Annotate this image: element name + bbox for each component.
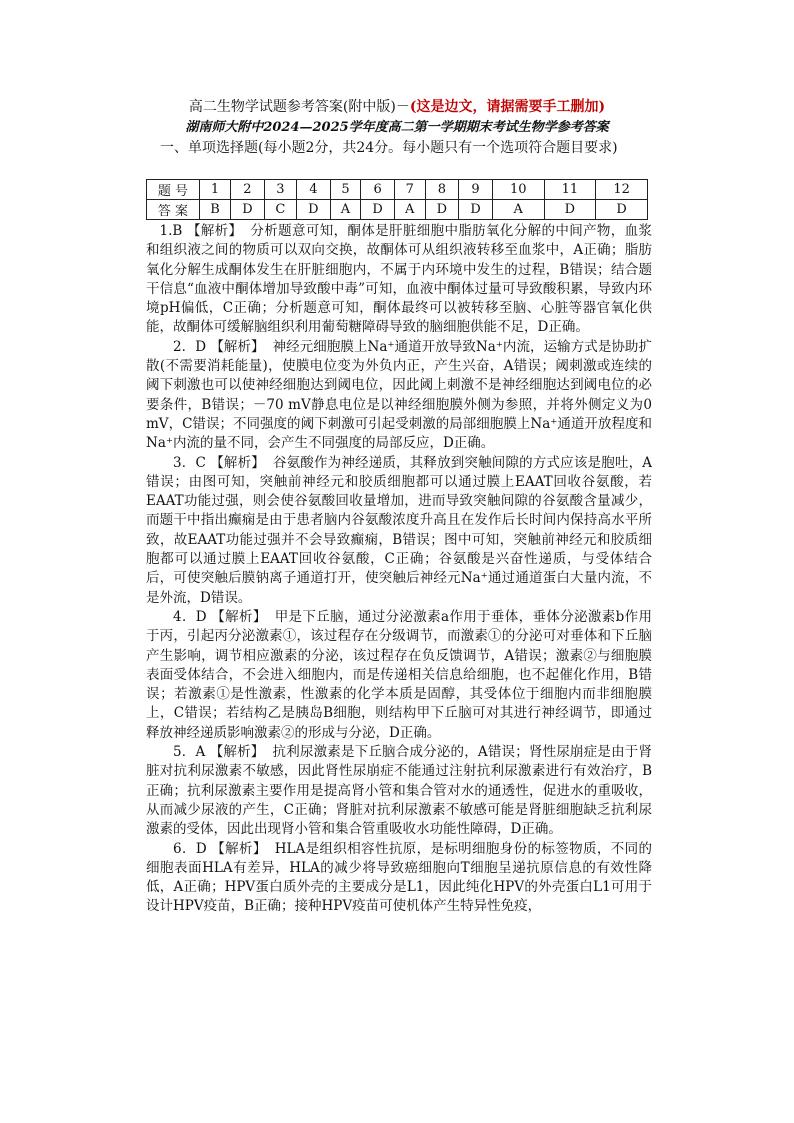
explanation-lead: 4．D 【解析】: [173, 608, 267, 625]
answer-cell: D: [544, 200, 596, 220]
answer-cell: D: [231, 200, 265, 220]
question-number: 7: [394, 180, 425, 200]
answer-cell: A: [330, 200, 361, 220]
explanation-text: 神经元细胞膜上Na⁺通道开放导致Na⁺内流，运输方式是协助扩散(不需要消耗能量)，使膜电位变为外负内正，产生兴奋，A错误；阈刺激或连续的阈下刺激也可以使神经细胞达到阈电位，因此阈上刺激不是神经细胞达到阈电位的必要条件，B错误；－70 mV静息电位是以神经细胞膜外侧为参照，并将外侧定义为0 mV，C错误；不同强度的阈下刺激可引起受刺激的局部细胞膜上Na⁺通道开放程度和Na⁺内流的量不同，会产生不同强度的局部反应，D正确。: [146, 338, 652, 452]
explanation-paragraph: [146, 454, 652, 608]
question-number: 11: [544, 180, 596, 200]
explanation-text: 谷氨酸作为神经递质，其释放到突触间隙的方式应该是胞吐，A错误；由图可知，突触前神经元和胶质细胞都可以通过膜上EAAT回收谷氨酸，若EAAT功能过强，则会使谷氨酸回收量增加，进而导致突触间隙的谷氨酸含量减少，而题干中指出癫痫是由于患者脑内谷氨酸浓度升高且在发作后长时间内保持高水平所致，故EAAT功能过强并不会导致癫痫，B错误；图中可知，突触前神经元和胶质细胞都可以通过膜上EAAT回收谷氨酸，C正确；谷氨酸是兴奋性递质，与受体结合后，可使突触后膜钠离子通道打开，使突触后神经元Na⁺通过通道蛋白大量内流，不是外流，D错误。: [146, 454, 652, 606]
explanation-paragraph: [146, 840, 652, 917]
row-label-answer: 答 案: [147, 200, 200, 220]
answer-cell: D: [596, 200, 648, 220]
explanation-lead: 1.B 【解析】: [159, 223, 243, 239]
explanation-paragraph: [146, 338, 652, 454]
explanation-paragraph: [146, 222, 652, 338]
question-number: 4: [297, 180, 331, 200]
explanation-text: 分析题意可知，酮体是肝脏细胞中脂肪氧化分解的中间产物，血浆和组织液之间的物质可以双向交换，故酮体可从组织液转移至血浆中，A正确；脂肪氧化分解生成酮体发生在肝脏细胞内，不属于内环境中发生的过程，B错误；结合题干信息“血液中酮体增加导致酸中毒”可知，血液中酮体过量可导致酸积累，导致内环境pH偏低，C正确；分析题意可知，酮体最终可以被转移至脑、心脏等器官氧化供能，故酮体可缓解脑组织利用葡萄糖障碍导致的脑细胞供能不足，D正确。: [146, 223, 653, 336]
title-main: 高二生物学试题参考答案(附中版)－: [188, 99, 410, 115]
explanation-text: 抗利尿激素是下丘脑合成分泌的，A错误；肾性尿崩症是由于肾脏对抗利尿激素不敏感，因此肾性尿崩症不能通过注射抗利尿激素进行有效治疗，B正确；抗利尿激素主要作用是提高肾小管和集合管对水的通透性，促进水的重吸收，从而减少尿液的产生，C正确；肾脏对抗利尿激素不敏感可能是肾脏细胞缺乏抗利尿激素的受体，因此出现肾小管和集合管重吸收水功能性障碍，D正确。: [146, 744, 652, 838]
answer-cell: C: [264, 200, 296, 220]
document-title: [0, 98, 794, 116]
row-label-number: 题 号: [147, 180, 200, 200]
answer-table-answer-row: [147, 200, 648, 220]
answer-cell: D: [425, 200, 459, 220]
question-number: 6: [361, 180, 395, 200]
title-editor-note: (这是边文，请据需要手工删加): [409, 99, 606, 115]
answer-table-number-row: [147, 180, 648, 200]
document-subtitle: 湖南师大附中2024—2025学年度高二第一学期期末考试生物学参考答案: [185, 120, 609, 135]
explanations: [146, 222, 652, 917]
explanation-text: HLA是组织相容性抗原，是标明细胞身份的标签物质，不同的细胞表面HLA有差异，HLA的减少将导致癌细胞向T细胞呈递抗原信息的有效性降低，A正确；HPV蛋白质外壳的主要成分是L1，因此纯化HPV的外壳蛋白L1可用于设计HPV疫苗，B正确；接种HPV疫苗可使机体产生特异性免疫，: [146, 840, 652, 915]
answer-cell: B: [200, 200, 231, 220]
question-number: 8: [425, 180, 459, 200]
explanation-lead: 6．D 【解析】: [173, 840, 267, 857]
answer-table: [146, 179, 648, 220]
explanation-lead: 5．A 【解析】: [173, 744, 265, 761]
answer-cell: A: [492, 200, 544, 220]
question-number: 2: [231, 180, 265, 200]
question-number: 3: [264, 180, 296, 200]
answer-cell: A: [394, 200, 425, 220]
question-number: 1: [200, 180, 231, 200]
question-number: 9: [459, 180, 493, 200]
section-heading: 一、单项选择题(每小题2分，共24分。每小题只有一个选项符合题目要求): [160, 140, 618, 156]
explanation-paragraph: [146, 743, 652, 839]
question-number: 5: [330, 180, 361, 200]
question-number: 10: [492, 180, 544, 200]
answer-cell: D: [459, 200, 493, 220]
explanation-paragraph: [146, 608, 652, 743]
question-number: 12: [596, 180, 648, 200]
answer-cell: D: [361, 200, 395, 220]
explanation-lead: 3．C 【解析】: [173, 454, 265, 471]
answer-cell: D: [297, 200, 331, 220]
explanation-text: 甲是下丘脑，通过分泌激素a作用于垂体，垂体分泌激素b作用于丙，引起丙分泌激素①，该过程存在分级调节，而激素①的分泌可对垂体和下丘脑产生影响，调节相应激素的分泌，该过程存在负反馈调节，A错误；激素②与细胞膜表面受体结合，不会进入细胞内，而是传递相关信息给细胞，也不起催化作用，B错误；若激素①是性激素，性激素的化学本质是固醇，其受体位于细胞内而非细胞膜上，C错误；若结构乙是胰岛B细胞，则结构甲下丘脑可对其进行神经调节，即通过释放神经递质影响激素②的形成与分泌，D正确。: [146, 608, 652, 741]
explanation-lead: 2．D 【解析】: [173, 338, 265, 355]
